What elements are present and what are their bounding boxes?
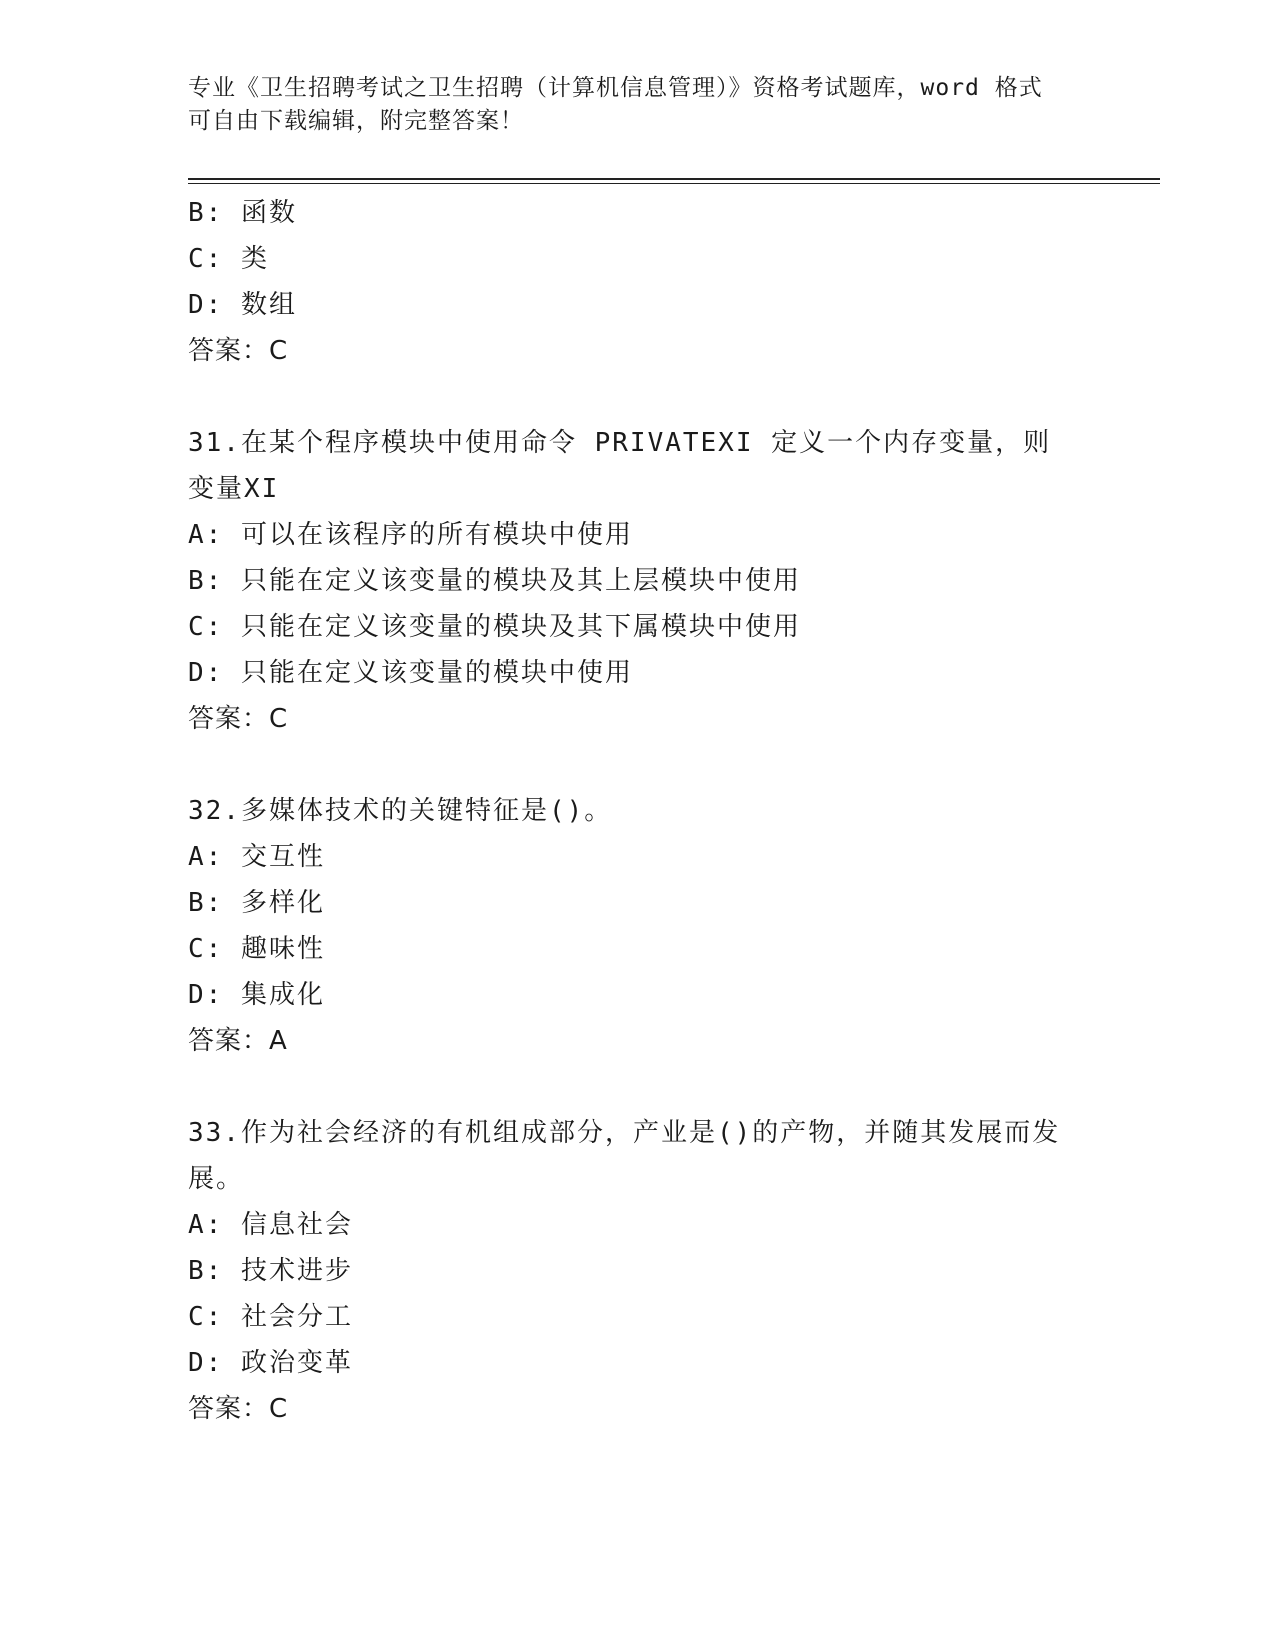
document-header bbox=[188, 72, 1068, 138]
question-block-33 bbox=[188, 1110, 1088, 1432]
option-c: C: 社会分工 bbox=[188, 1302, 353, 1332]
question-list bbox=[188, 190, 1088, 1432]
option-c: C: 类 bbox=[188, 244, 269, 274]
option-b: B: 技术进步 bbox=[188, 1256, 353, 1286]
option-d: D: 政治变革 bbox=[188, 1348, 353, 1378]
option-b: B: 只能在定义该变量的模块及其上层模块中使用 bbox=[188, 566, 801, 596]
option-d: D: 集成化 bbox=[188, 980, 325, 1010]
option-a: A: 交互性 bbox=[188, 842, 325, 872]
option-d: D: 只能在定义该变量的模块中使用 bbox=[188, 658, 633, 688]
question-block-31 bbox=[188, 420, 1088, 742]
option-b: B: 多样化 bbox=[188, 888, 325, 918]
header-divider bbox=[188, 178, 1160, 180]
option-c: C: 趣味性 bbox=[188, 934, 325, 964]
option-d: D: 数组 bbox=[188, 290, 297, 320]
answer-line: 答案：A bbox=[188, 1026, 288, 1056]
header-divider-thin bbox=[188, 183, 1160, 184]
header-line-2: 可自由下载编辑，附完整答案！ bbox=[188, 108, 524, 134]
option-b: B: 函数 bbox=[188, 198, 297, 228]
header-line-1: 专业《卫生招聘考试之卫生招聘（计算机信息管理）》资格考试题库，word 格式 bbox=[188, 75, 1043, 101]
question-text: 31.在某个程序模块中使用命令 PRIVATEXI 定义一个内存变量，则变量XI bbox=[188, 428, 1052, 504]
question-text: 32.多媒体技术的关键特征是()。 bbox=[188, 796, 613, 826]
answer-line: 答案：C bbox=[188, 1394, 289, 1424]
option-a: A: 可以在该程序的所有模块中使用 bbox=[188, 520, 633, 550]
answer-line: 答案：C bbox=[188, 336, 289, 366]
answer-line: 答案：C bbox=[188, 704, 289, 734]
option-c: C: 只能在定义该变量的模块及其下属模块中使用 bbox=[188, 612, 801, 642]
question-text: 33.作为社会经济的有机组成部分，产业是()的产物，并随其发展而发展。 bbox=[188, 1118, 1061, 1194]
option-a: A: 信息社会 bbox=[188, 1210, 353, 1240]
question-block-30 bbox=[188, 190, 1088, 374]
question-block-32 bbox=[188, 788, 1088, 1064]
